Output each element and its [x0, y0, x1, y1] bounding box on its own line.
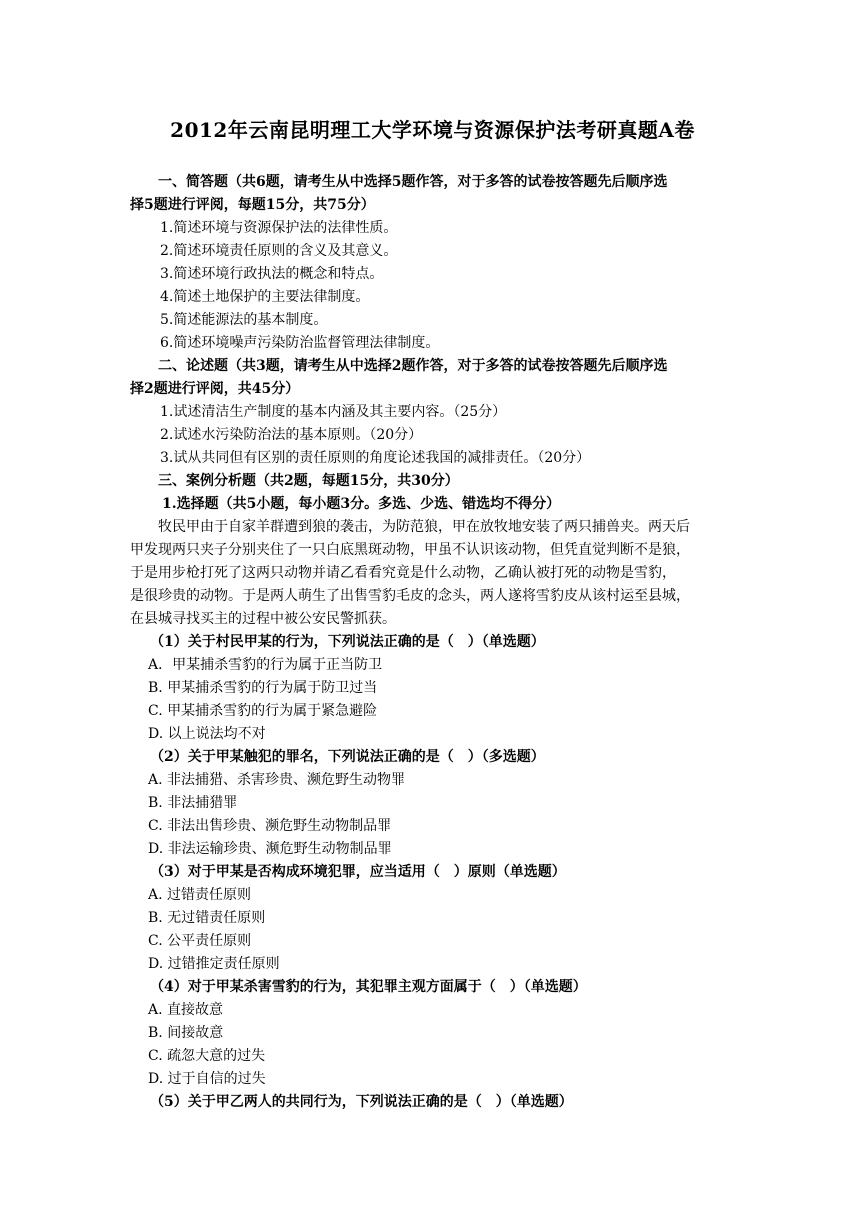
- question-text: （4）对于甲某杀害雪豹的行为，其犯罪主观方面属于（ ）（单选题）: [150, 979, 587, 995]
- question-option: A. 直接故意: [148, 1002, 224, 1018]
- case-paragraph-line: 在县城寻找买主的过程中被公安民警抓获。: [130, 611, 396, 627]
- section3-heading: 三、案例分析题（共2题，每题15分，共30分）: [158, 473, 459, 489]
- case-paragraph-line: 牧民甲由于自家羊群遭到狼的袭击，为防范狼，甲在放牧地安装了两只捕兽夹。两天后: [158, 519, 690, 535]
- question-text: （2）关于甲某触犯的罪名，下列说法正确的是（ ）（多选题）: [150, 749, 545, 765]
- question-option: C. 公平责任原则: [148, 933, 252, 949]
- list-item: 4.简述土地保护的主要法律制度。: [160, 289, 370, 305]
- question-option: C. 甲某捕杀雪豹的行为属于紧急避险: [148, 703, 378, 719]
- list-item: 3.简述环境行政执法的概念和特点。: [160, 266, 384, 282]
- question-option: D. 非法运输珍贵、濒危野生动物制品罪: [148, 841, 392, 857]
- question-option: D. 过于自信的过失: [148, 1071, 266, 1087]
- list-item: 6.简述环境噪声污染防治监督管理法律制度。: [160, 335, 440, 351]
- case-paragraph-line: 于是用步枪打死了这两只动物并请乙看看究竟是什么动物，乙确认被打死的动物是雪豹，: [130, 565, 676, 581]
- document-body: [130, 171, 740, 1114]
- question-option: D. 以上说法均不对: [148, 726, 266, 742]
- section2-heading-line1: 二、论述题（共3题，请考生从中选择2题作答，对于多答的试卷按答题先后顺序选: [158, 358, 668, 374]
- list-item: 1.简述环境与资源保护法的法律性质。: [160, 220, 398, 236]
- question-text: （5）关于甲乙两人的共同行为，下列说法正确的是（ ）（单选题）: [150, 1094, 573, 1110]
- question-option: B. 甲某捕杀雪豹的行为属于防卫过当: [148, 680, 378, 696]
- document-title: 2012年云南昆明理工大学环境与资源保护法考研真题A卷: [170, 118, 695, 142]
- question-option: B. 间接故意: [148, 1025, 224, 1041]
- list-item: 5.简述能源法的基本制度。: [160, 312, 328, 328]
- question-option: C. 疏忽大意的过失: [148, 1048, 266, 1064]
- section3-sub-heading: 1.选择题（共5小题，每小题3分。多选、少选、错选均不得分）: [162, 496, 561, 512]
- question-text: （3）对于甲某是否构成环境犯罪，应当适用（ ）原则（单选题）: [150, 864, 566, 880]
- list-item: 1.试述清洁生产制度的基本内涵及其主要内容。（25分）: [160, 404, 507, 420]
- question-option: A. 过错责任原则: [148, 887, 252, 903]
- case-paragraph-line: 是很珍贵的动物。于是两人萌生了出售雪豹毛皮的念头，两人遂将雪豹皮从该村运至县城，: [130, 588, 690, 604]
- question-option: D. 过错推定责任原则: [148, 956, 280, 972]
- case-paragraph-line: 甲发现两只夹子分别夹住了一只白底黑斑动物，甲虽不认识该动物，但凭直觉判断不是狼，: [130, 542, 690, 558]
- list-item: 2.简述环境责任原则的含义及其意义。: [160, 243, 398, 259]
- list-item: 2.试述水污染防治法的基本原则。（20分）: [160, 427, 423, 443]
- question-text: （1）关于村民甲某的行为，下列说法正确的是（ ）（单选题）: [150, 634, 545, 650]
- section2-heading-line2: 择2题进行评阅，共45分）: [130, 381, 300, 397]
- question-option: A．甲某捕杀雪豹的行为属于正当防卫: [148, 657, 383, 673]
- question-option: C. 非法出售珍贵、濒危野生动物制品罪: [148, 818, 392, 834]
- list-item: 3.试从共同但有区别的责任原则的角度论述我国的减排责任。（20分）: [160, 450, 591, 466]
- section1-heading-line2: 择5题进行评阅，每题15分，共75分）: [130, 197, 375, 213]
- question-option: B. 无过错责任原则: [148, 910, 266, 926]
- question-option: A. 非法捕猎、杀害珍贵、濒危野生动物罪: [148, 772, 406, 788]
- section1-heading-line1: 一、简答题（共6题，请考生从中选择5题作答，对于多答的试卷按答题先后顺序选: [158, 174, 668, 190]
- question-option: B. 非法捕猎罪: [148, 795, 238, 811]
